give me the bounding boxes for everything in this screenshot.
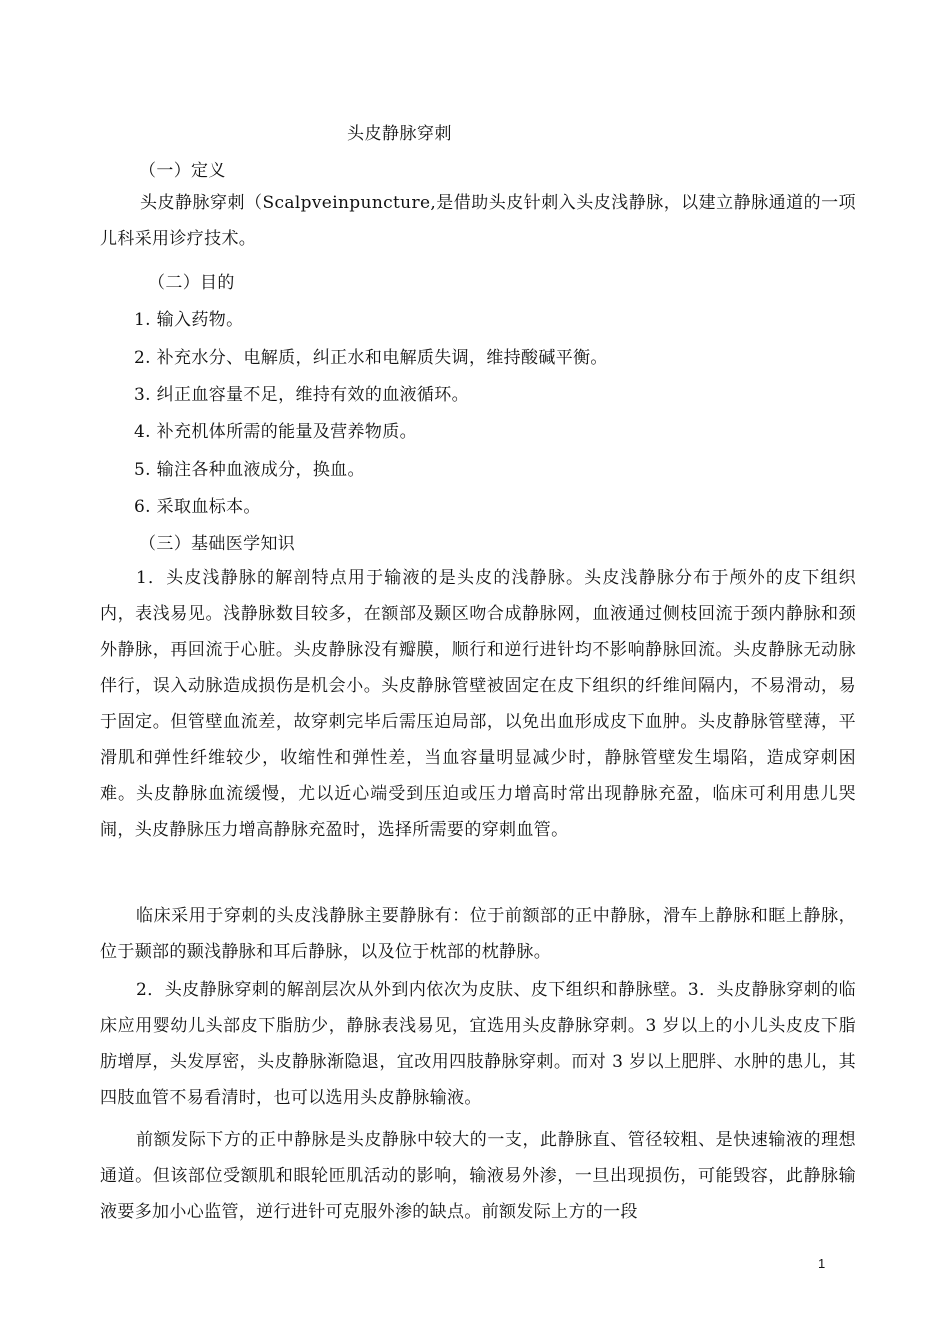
list-item: 5. 输注各种血液成分，换血。	[134, 460, 365, 480]
section-heading-purpose: （二）目的	[148, 273, 235, 293]
list-item: 4. 补充机体所需的能量及营养物质。	[134, 422, 417, 442]
section-heading-basics: （三）基础医学知识	[139, 534, 296, 554]
list-item: 6. 采取血标本。	[134, 497, 261, 517]
list-item: 1. 输入药物。	[134, 310, 244, 330]
list-item: 3. 纠正血容量不足，维持有效的血液循环。	[134, 385, 469, 405]
basics-paragraph-frontal-vein: 前额发际下方的正中静脉是头皮静脉中较大的一支，此静脉直、管径较粗、是快速输液的理想通道。但该部位受额肌和眼轮匝肌活动的影响，输液易外渗，一旦出现损伤，可能毁容，此静脉输液要多加小心监管，逆行进针可克服外渗的缺点。前额发际上方的一段	[100, 1130, 856, 1222]
basics-paragraph-layers: 2．头皮静脉穿刺的解剖层次从外到内依次为皮肤、皮下组织和静脉壁。3．头皮静脉穿刺的临床应用婴幼儿头部皮下脂肪少，静脉表浅易见，宜选用头皮静脉穿刺。3 岁以上的小儿头皮皮下脂肪增厚，头发厚密，头皮静脉渐隐退，宜改用四肢静脉穿刺。而对 3 岁以上肥胖、水肿的患儿，其四肢血管不易看清时，也可以选用头皮静脉输液。	[100, 980, 856, 1108]
list-item: 2. 补充水分、电解质，纠正水和电解质失调，维持酸碱平衡。	[134, 348, 608, 368]
basics-paragraph-veins: 临床采用于穿刺的头皮浅静脉主要静脉有：位于前额部的正中静脉，滑车上静脉和眶上静脉，位于颞部的颞浅静脉和耳后静脉，以及位于枕部的枕静脉。	[100, 906, 856, 962]
section-heading-definition: （一）定义	[139, 161, 226, 181]
document-title: 头皮静脉穿刺	[347, 124, 452, 144]
definition-paragraph: 头皮静脉穿刺（Scalpveinpuncture,是借助头皮针刺入头皮浅静脉，以建立静脉通道的一项儿科采用诊疗技术。	[100, 193, 856, 249]
basics-paragraph-anatomy: 1．头皮浅静脉的解剖特点用于输液的是头皮的浅静脉。头皮浅静脉分布于颅外的皮下组织内，表浅易见。浅静脉数目较多，在额部及颞区吻合成静脉网，血液通过侧枝回流于颈内静脉和颈外静脉，再回流于心脏。头皮静脉没有瓣膜，顺行和逆行进针均不影响静脉回流。头皮静脉无动脉伴行，误入动脉造成损伤是机会小。头皮静脉管壁被固定在皮下组织的纤维间隔内，不易滑动，易于固定。但管壁血流差，故穿刺完毕后需压迫局部，以免出血形成皮下血肿。头皮静脉管壁薄，平滑肌和弹性纤维较少，收缩性和弹性差，当血容量明显减少时，静脉管壁发生塌陷，造成穿刺困难。头皮静脉血流缓慢，尤以近心端受到压迫或压力增高时常出现静脉充盈，临床可利用患儿哭闹，头皮静脉压力增高静脉充盈时，选择所需要的穿刺血管。	[100, 568, 856, 840]
page-number: 1	[818, 1256, 826, 1271]
